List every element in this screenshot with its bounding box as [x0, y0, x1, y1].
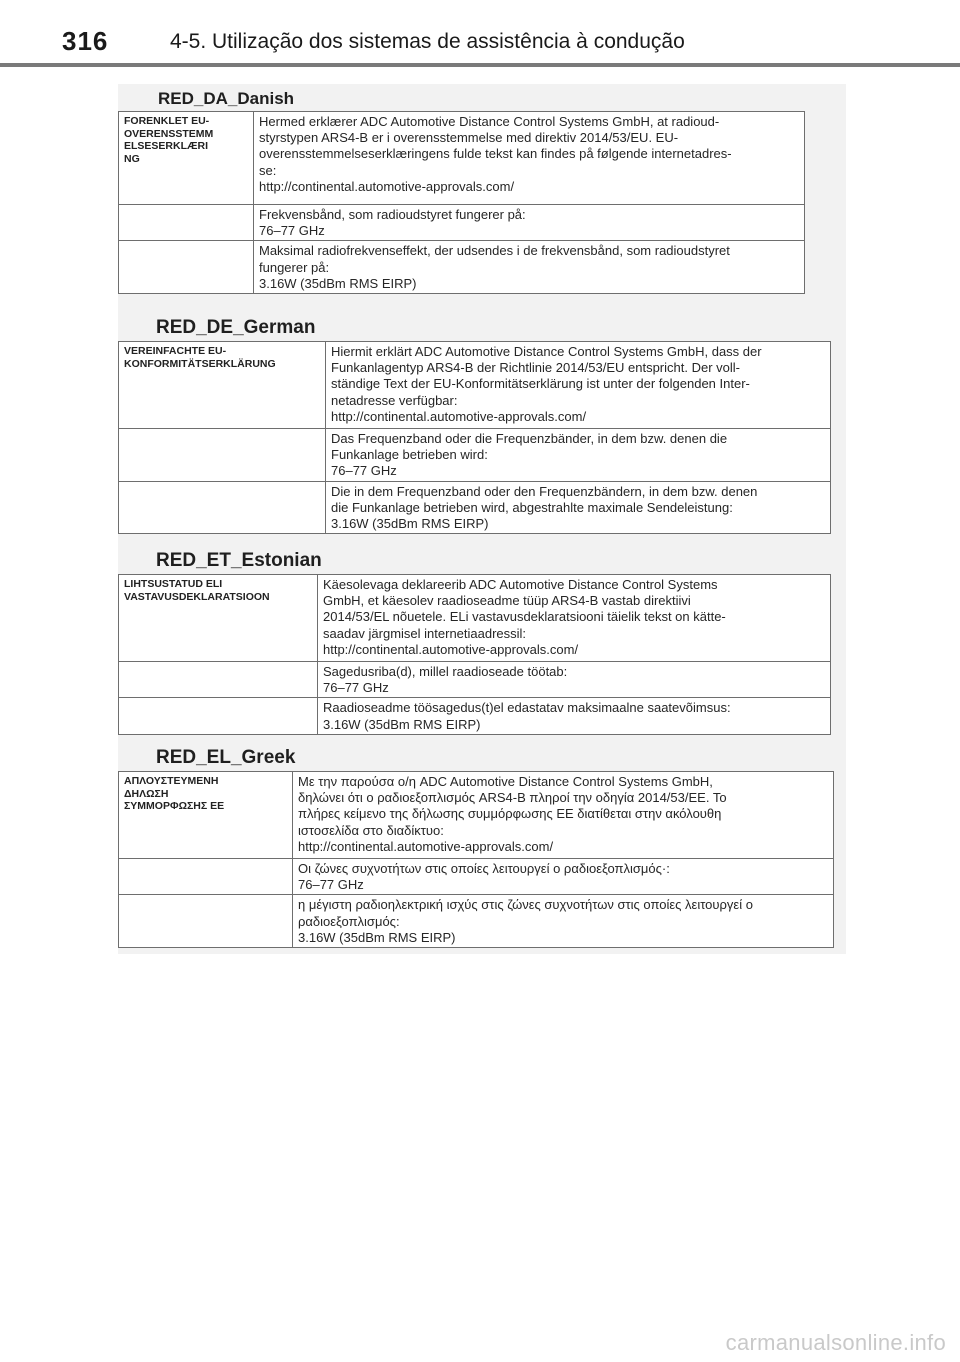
table-row: [119, 772, 834, 859]
max-power-cell: Die in dem Frequenzband oder den Frequenzbändern, in dem bzw. denen die Funkanlage betrieben wird, abgestrahlte maximale Sendeleistung: 3.16W (35dBm RMS EIRP): [326, 481, 831, 534]
section-title-german: RED_DE_German: [156, 317, 316, 338]
declaration-label: FORENKLET EU- OVERENSSTEMM ELSESERKLÆRI NG: [119, 112, 254, 205]
frequency-band-cell: Frekvensbånd, som radioudstyret fungerer på: 76–77 GHz: [254, 205, 805, 241]
table-row: [119, 575, 831, 662]
declaration-label: VEREINFACHTE EU- KONFORMITÄTSERKLÄRUNG: [119, 342, 326, 429]
watermark: carmanualsonline.info: [725, 1330, 946, 1355]
declaration-table-greek: [118, 771, 834, 948]
max-power-cell: η μέγιστη ραδιοηλεκτρική ισχύς στις ζώνες συχνοτήτων στις οποίες λειτουργεί ο ραδιοεξοπλισμός: 3.16W (35dBm RMS EIRP): [293, 895, 834, 948]
declaration-table-estonian: [118, 574, 831, 735]
table-row: [119, 429, 831, 482]
section-title-estonian: RED_ET_Estonian: [156, 550, 322, 571]
section-title-greek: RED_EL_Greek: [156, 747, 296, 768]
table-row: [119, 481, 831, 534]
declaration-text: Käesolevaga deklareerib ADC Automotive Distance Control Systems GmbH, et käesolev raadioseadme tüüp ARS4-B vastab direktiivi 2014/53/EL nõuetele. ELi vastavusdeklaratsiooni täielik tekst on kätte- saadav järgmisel internetiaadressil: http://continental.automotive-approvals.com/: [318, 575, 831, 662]
table-row: [119, 342, 831, 429]
declaration-table-danish: [118, 111, 805, 294]
table-row: [119, 205, 805, 241]
empty-cell: [119, 481, 326, 534]
declaration-text: Με την παρούσα ο/η ADC Automotive Distance Control Systems GmbH, δηλώνει ότι ο ραδιοεξοπλισμός ARS4-B πληροί την οδηγία 2014/53/ΕΕ. Το πλήρες κείμενο της δήλωσης συμμόρφωσης ΕΕ διατίθεται στην ακόλουθη ιστοσελίδα στο διαδίκτυο: http://continental.automotive-approvals.com/: [293, 772, 834, 859]
empty-cell: [119, 895, 293, 948]
empty-cell: [119, 662, 318, 698]
page-number: 316: [62, 26, 109, 56]
declaration-label: ΑΠΛΟΥΣΤΕΥΜΕΝΗ ΔΗΛΩΣΗ ΣΥΜΜΟΡΦΩΣΗΣ ΕΕ: [119, 772, 293, 859]
table-row: [119, 859, 834, 895]
table-row: [119, 112, 805, 205]
chapter-title: 4-5. Utilização dos sistemas de assistência à condução: [170, 30, 685, 53]
empty-cell: [119, 698, 318, 734]
table-row: [119, 241, 805, 294]
section-title-danish: RED_DA_Danish: [158, 89, 295, 108]
frequency-band-cell: Das Frequenzband oder die Frequenzbänder, in dem bzw. denen die Funkanlage betrieben wird: 76–77 GHz: [326, 429, 831, 482]
declaration-text: Hiermit erklärt ADC Automotive Distance Control Systems GmbH, dass der Funkanlagentyp ARS4-B der Richtlinie 2014/53/EU entspricht. Der voll- ständige Text der EU-Konformitätserklärung ist unter der folgenden Inter- netadresse verfügbar: http://continental.automotive-approvals.com/: [326, 342, 831, 429]
frequency-band-cell: Sagedusriba(d), millel raadioseade töötab: 76–77 GHz: [318, 662, 831, 698]
empty-cell: [119, 205, 254, 241]
declaration-text: Hermed erklærer ADC Automotive Distance Control Systems GmbH, at radioud- styrstypen ARS4-B er i overensstemmelse med direktiv 2014/53/EU. EU- overensstemmelseserklæringens fulde tekst kan findes på følgende internetadres- se: http://continental.automotive-approvals.com/: [254, 112, 805, 205]
table-row: [119, 662, 831, 698]
max-power-cell: Raadioseadme töösagedus(t)el edastatav maksimaalne saatevõimsus: 3.16W (35dBm RMS EIRP): [318, 698, 831, 734]
declaration-table-german: [118, 341, 831, 534]
declaration-label: LIHTSUSTATUD ELI VASTAVUSDEKLARATSIOON: [119, 575, 318, 662]
page-header: [0, 0, 960, 66]
max-power-cell: Maksimal radiofrekvenseffekt, der udsendes i de frekvensbånd, som radioudstyret fungerer på: 3.16W (35dBm RMS EIRP): [254, 241, 805, 294]
frequency-band-cell: Οι ζώνες συχνοτήτων στις οποίες λειτουργεί ο ραδιοεξοπλισμός·: 76–77 GHz: [293, 859, 834, 895]
table-row: [119, 895, 834, 948]
empty-cell: [119, 859, 293, 895]
table-row: [119, 698, 831, 734]
empty-cell: [119, 429, 326, 482]
empty-cell: [119, 241, 254, 294]
header-divider: [0, 63, 960, 67]
